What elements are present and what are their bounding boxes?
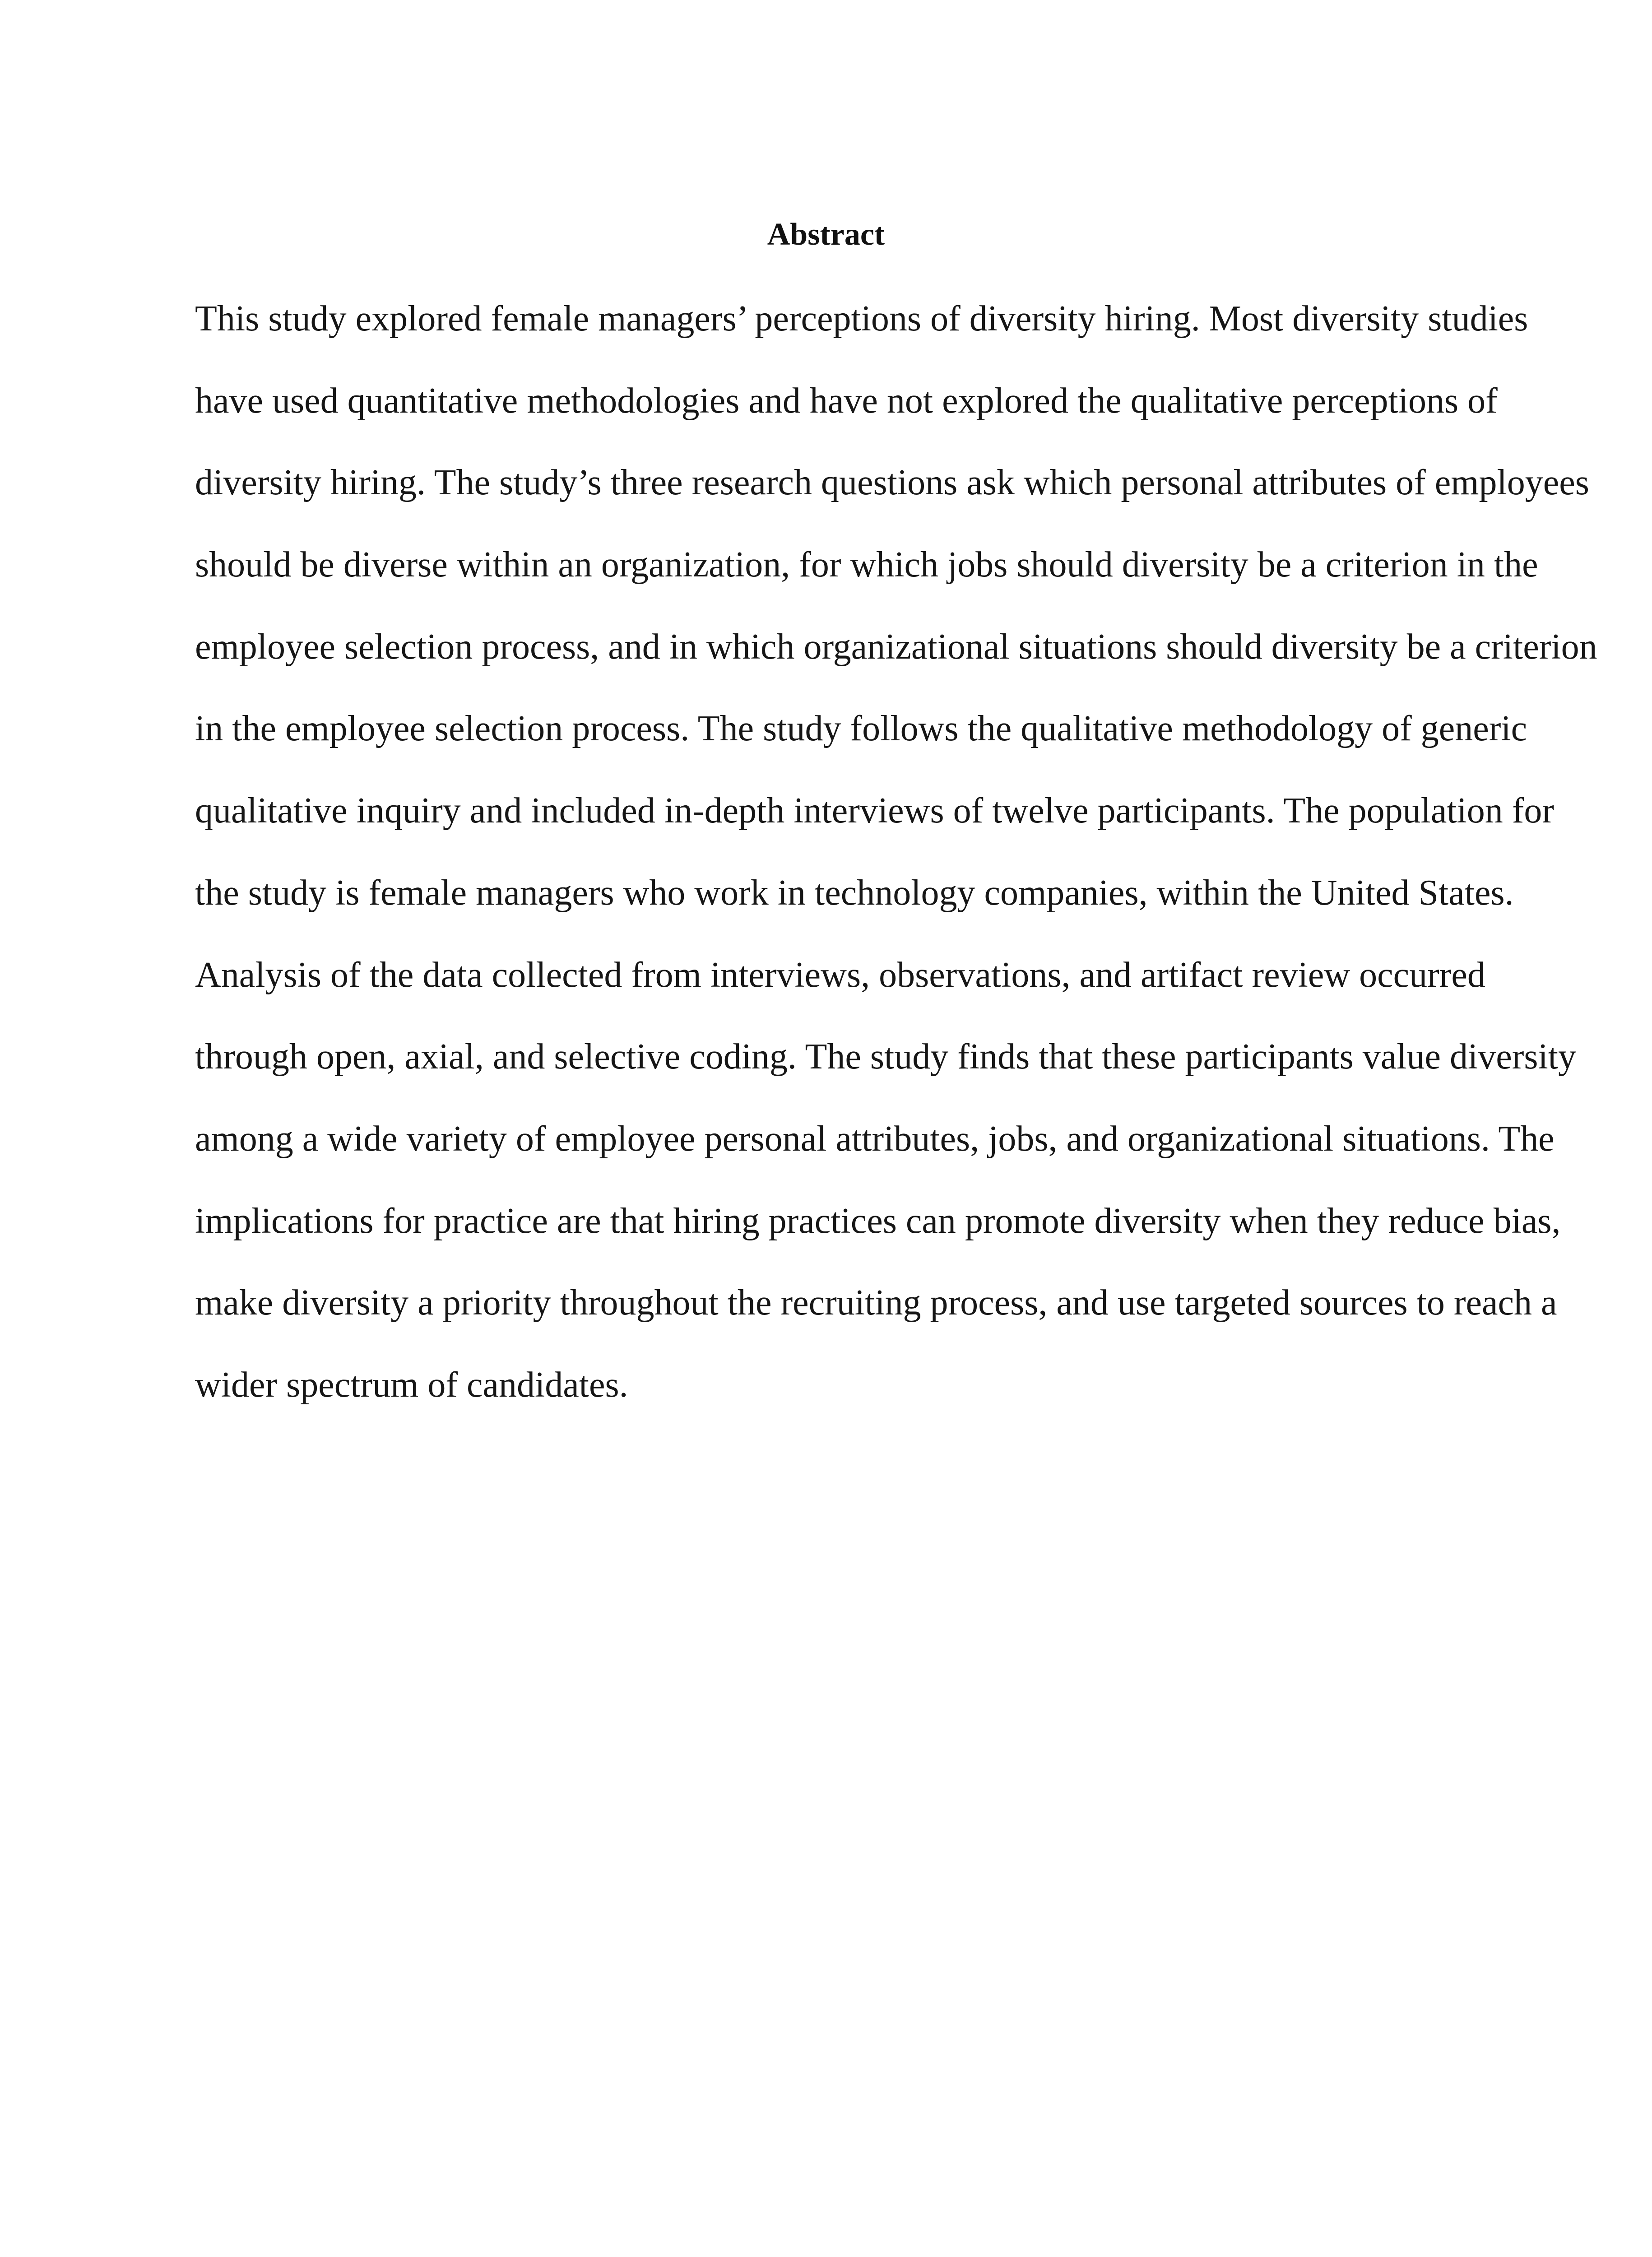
- paragraph-line: have used quantitative methodologies and have not explored the qualitative perceptions of: [195, 381, 1498, 421]
- paragraph-line: employee selection process, and in which organizational situations should diversity be a criterion: [195, 627, 1597, 667]
- paragraph-line: Analysis of the data collected from interviews, observations, and artifact review occurred: [195, 955, 1485, 995]
- paragraph-line: in the employee selection process. The study follows the qualitative methodology of generic: [195, 709, 1527, 748]
- paragraph-line: implications for practice are that hiring practices can promote diversity when they reduce bias,: [195, 1201, 1561, 1241]
- paragraph-line: wider spectrum of candidates.: [195, 1365, 628, 1405]
- paragraph-line: make diversity a priority throughout the recruiting process, and use targeted sources to reach a: [195, 1283, 1557, 1323]
- paragraph-line: through open, axial, and selective coding. The study finds that these participants value diversity: [195, 1037, 1576, 1077]
- paragraph-line: qualitative inquiry and included in-depth interviews of twelve participants. The population for: [195, 791, 1555, 831]
- paragraph-line: This study explored female managers’ perceptions of diversity hiring. Most diversity studies: [195, 299, 1528, 339]
- abstract-heading: Abstract: [767, 217, 885, 252]
- paragraph-line: among a wide variety of employee personal attributes, jobs, and organizational situations. The: [195, 1119, 1555, 1159]
- paragraph-line: should be diverse within an organization, for which jobs should diversity be a criterion in the: [195, 545, 1538, 585]
- paragraph-line: the study is female managers who work in technology companies, within the United States.: [195, 873, 1514, 913]
- paragraph-line: diversity hiring. The study’s three research questions ask which personal attributes of employees: [195, 463, 1589, 502]
